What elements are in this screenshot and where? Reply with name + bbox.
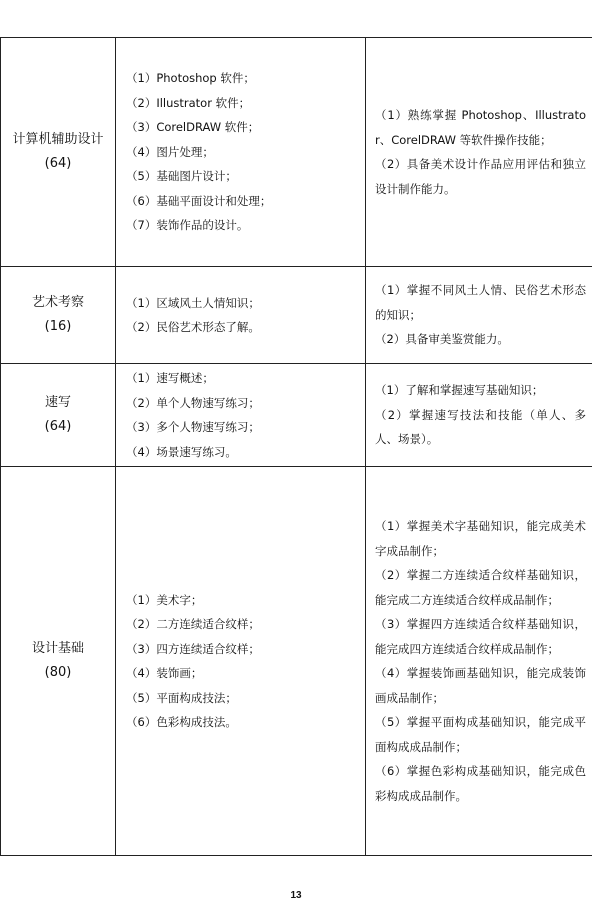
course-name: 艺术考察 xyxy=(31,295,84,310)
course-name-cell xyxy=(1,267,116,364)
requirement-item: （4）掌握装饰画基础知识，能完成装饰画成品制作； xyxy=(375,666,586,705)
content-item: （1）Photoshop 软件； xyxy=(126,71,255,86)
content-item: （2）二方连续适合纹样； xyxy=(126,617,260,631)
content-item: （3）多个人物速写练习； xyxy=(126,420,260,434)
course-content-cell xyxy=(116,38,366,267)
content-item: （3）CorelDRAW 软件； xyxy=(126,120,260,135)
content-item: （3）四方连续适合纹样； xyxy=(126,641,260,656)
course-name-cell xyxy=(1,467,116,856)
requirement-item: （1）了解和掌握速写基础知识； xyxy=(375,383,544,398)
content-item: （2）单个人物速写练习； xyxy=(126,395,260,410)
requirement-item: （5）掌握平面构成基础知识，能完成平面构成成品制作； xyxy=(375,715,586,754)
content-item: （1）美术字； xyxy=(126,592,203,607)
content-item: （5）平面构成技法； xyxy=(126,690,237,705)
course-requirement-cell xyxy=(366,467,592,856)
course-content-cell xyxy=(116,467,366,856)
course-hours: (64) xyxy=(44,156,72,171)
requirement-item: （2）掌握速写技法和技能（单人、多人、场景）。 xyxy=(375,407,586,447)
course-hours: (64) xyxy=(44,419,72,434)
requirement-item: （2）具备审美鉴赏能力。 xyxy=(375,332,509,347)
course-content-cell xyxy=(116,267,366,364)
course-name: 计算机辅助设计 xyxy=(12,132,104,147)
requirement-item: （1）掌握不同风土人情、民俗艺术形态的知识； xyxy=(375,283,586,322)
content-item: （5）基础图片设计； xyxy=(126,169,237,184)
course-name-cell xyxy=(1,38,116,267)
content-item: （4）装饰画； xyxy=(126,666,203,680)
content-item: （2）Illustrator 软件； xyxy=(126,95,251,110)
course-content-cell xyxy=(116,364,366,467)
course-requirement-cell xyxy=(366,38,592,267)
course-name-cell xyxy=(1,364,116,467)
content-item: （4）场景速写练习。 xyxy=(126,444,237,459)
course-name: 设计基础 xyxy=(31,641,84,656)
requirement-item: （2）具备美术设计作品应用评估和独立设计制作能力。 xyxy=(375,157,586,196)
course-hours: (16) xyxy=(44,319,72,334)
page-number: 13 xyxy=(290,890,302,901)
content-item: （1）区域风土人情知识； xyxy=(126,295,260,310)
course-requirement-cell xyxy=(366,364,592,467)
requirement-item: （3）掌握四方连续适合纹样基础知识，能完成四方连续适合纹样成品制作； xyxy=(375,617,586,656)
table-row xyxy=(1,467,592,856)
course-requirement-cell xyxy=(366,267,592,364)
content-item: （1）速写概述； xyxy=(126,371,214,385)
table-row xyxy=(1,364,592,467)
content-item: （6）基础平面设计和处理； xyxy=(126,193,272,208)
course-hours: (80) xyxy=(44,665,72,680)
requirement-item: （1）掌握美术字基础知识，能完成美术字成品制作； xyxy=(375,519,586,558)
table-row xyxy=(1,267,592,364)
course-name: 速写 xyxy=(44,395,71,410)
content-item: （7）装饰作品的设计。 xyxy=(126,218,249,233)
table-row xyxy=(1,38,592,267)
requirement-item: （1）熟练掌握 Photoshop、Illustrator、CorelDRAW 等软件操作技能； xyxy=(375,108,586,147)
course-table xyxy=(0,37,592,856)
requirement-item: （6）掌握色彩构成基础知识，能完成色彩构成成品制作。 xyxy=(375,764,586,803)
content-item: （2）民俗艺术形态了解。 xyxy=(126,320,260,334)
content-item: （6）色彩构成技法。 xyxy=(126,715,237,729)
requirement-item: （2）掌握二方连续适合纹样基础知识，能完成二方连续适合纹样成品制作； xyxy=(375,568,586,607)
content-item: （4）图片处理； xyxy=(126,144,214,159)
